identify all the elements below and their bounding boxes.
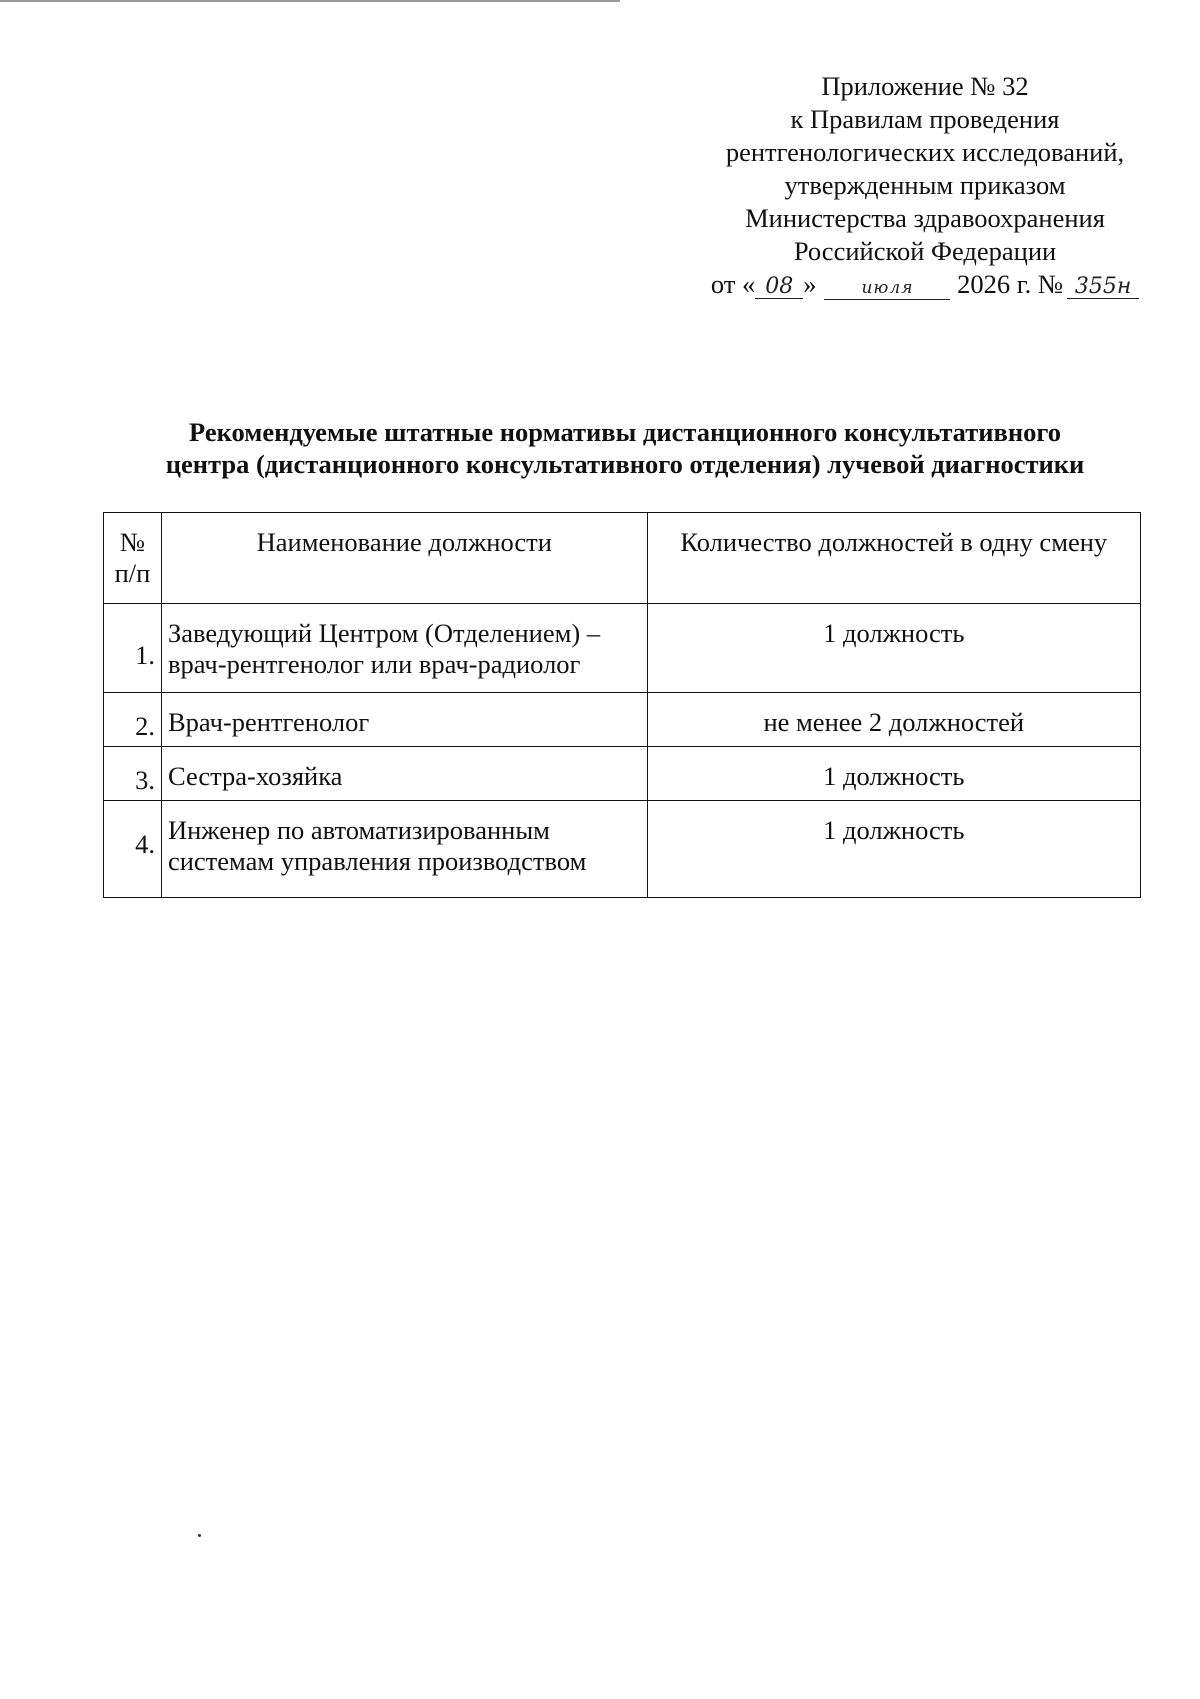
header-name: Наименование должности	[161, 513, 647, 604]
appendix-rules-ref: к Правилам проведения	[790, 104, 1060, 134]
row-quantity: 1 должность	[647, 747, 1140, 801]
row-num: 1.	[104, 604, 162, 693]
staffing-table	[103, 512, 1141, 898]
row-num: 2.	[104, 693, 162, 747]
appendix-federation: Российской Федерации	[793, 236, 1057, 266]
row-quantity: 1 должность	[647, 801, 1140, 898]
header-num: № п/п	[104, 513, 162, 604]
table-header-row	[104, 513, 1141, 604]
row-position-name: Заведующий Центром (Отделением) – врач-рентгенолог или врач-радиолог	[161, 604, 647, 693]
table-row	[104, 693, 1141, 747]
header-qty: Количество должностей в одну смену	[647, 513, 1140, 604]
row-position-name: Сестра-хозяйка	[161, 747, 647, 801]
row-num: 4.	[104, 801, 162, 898]
table-row	[104, 801, 1141, 898]
date-close-quote: »	[803, 269, 817, 299]
row-num: 3.	[104, 747, 162, 801]
title-line-1: Рекомендуемые штатные нормативы дистанционного консультативного	[189, 417, 1061, 447]
appendix-rules-subject: рентгенологических исследований,	[725, 137, 1125, 167]
date-prefix: от «	[710, 269, 756, 299]
handwritten-day: 08	[755, 276, 803, 299]
document-title	[90, 416, 1160, 480]
row-quantity: 1 должность	[647, 604, 1140, 693]
row-position-name: Инженер по автоматизированным системам управления производством	[161, 801, 647, 898]
appendix-number: Приложение № 32	[821, 71, 1029, 101]
appendix-approved-by: утвержденным приказом	[784, 170, 1066, 200]
scan-edge-line	[0, 0, 620, 2]
date-year: 2026 г. №	[957, 269, 1064, 299]
row-position-name: Врач-рентгенолог	[161, 693, 647, 747]
appendix-header	[690, 70, 1160, 301]
handwritten-month: июля	[824, 277, 950, 300]
appendix-ministry: Министерства здравоохранения	[745, 203, 1105, 233]
table-row	[104, 604, 1141, 693]
table-row	[104, 747, 1141, 801]
row-quantity: не менее 2 должностей	[647, 693, 1140, 747]
scan-speck	[198, 1534, 201, 1537]
appendix-date-line	[690, 268, 1160, 301]
title-line-2: центра (дистанционного консультативного отделения) лучевой диагностики	[165, 449, 1085, 479]
handwritten-order-number: 355н	[1067, 276, 1139, 299]
